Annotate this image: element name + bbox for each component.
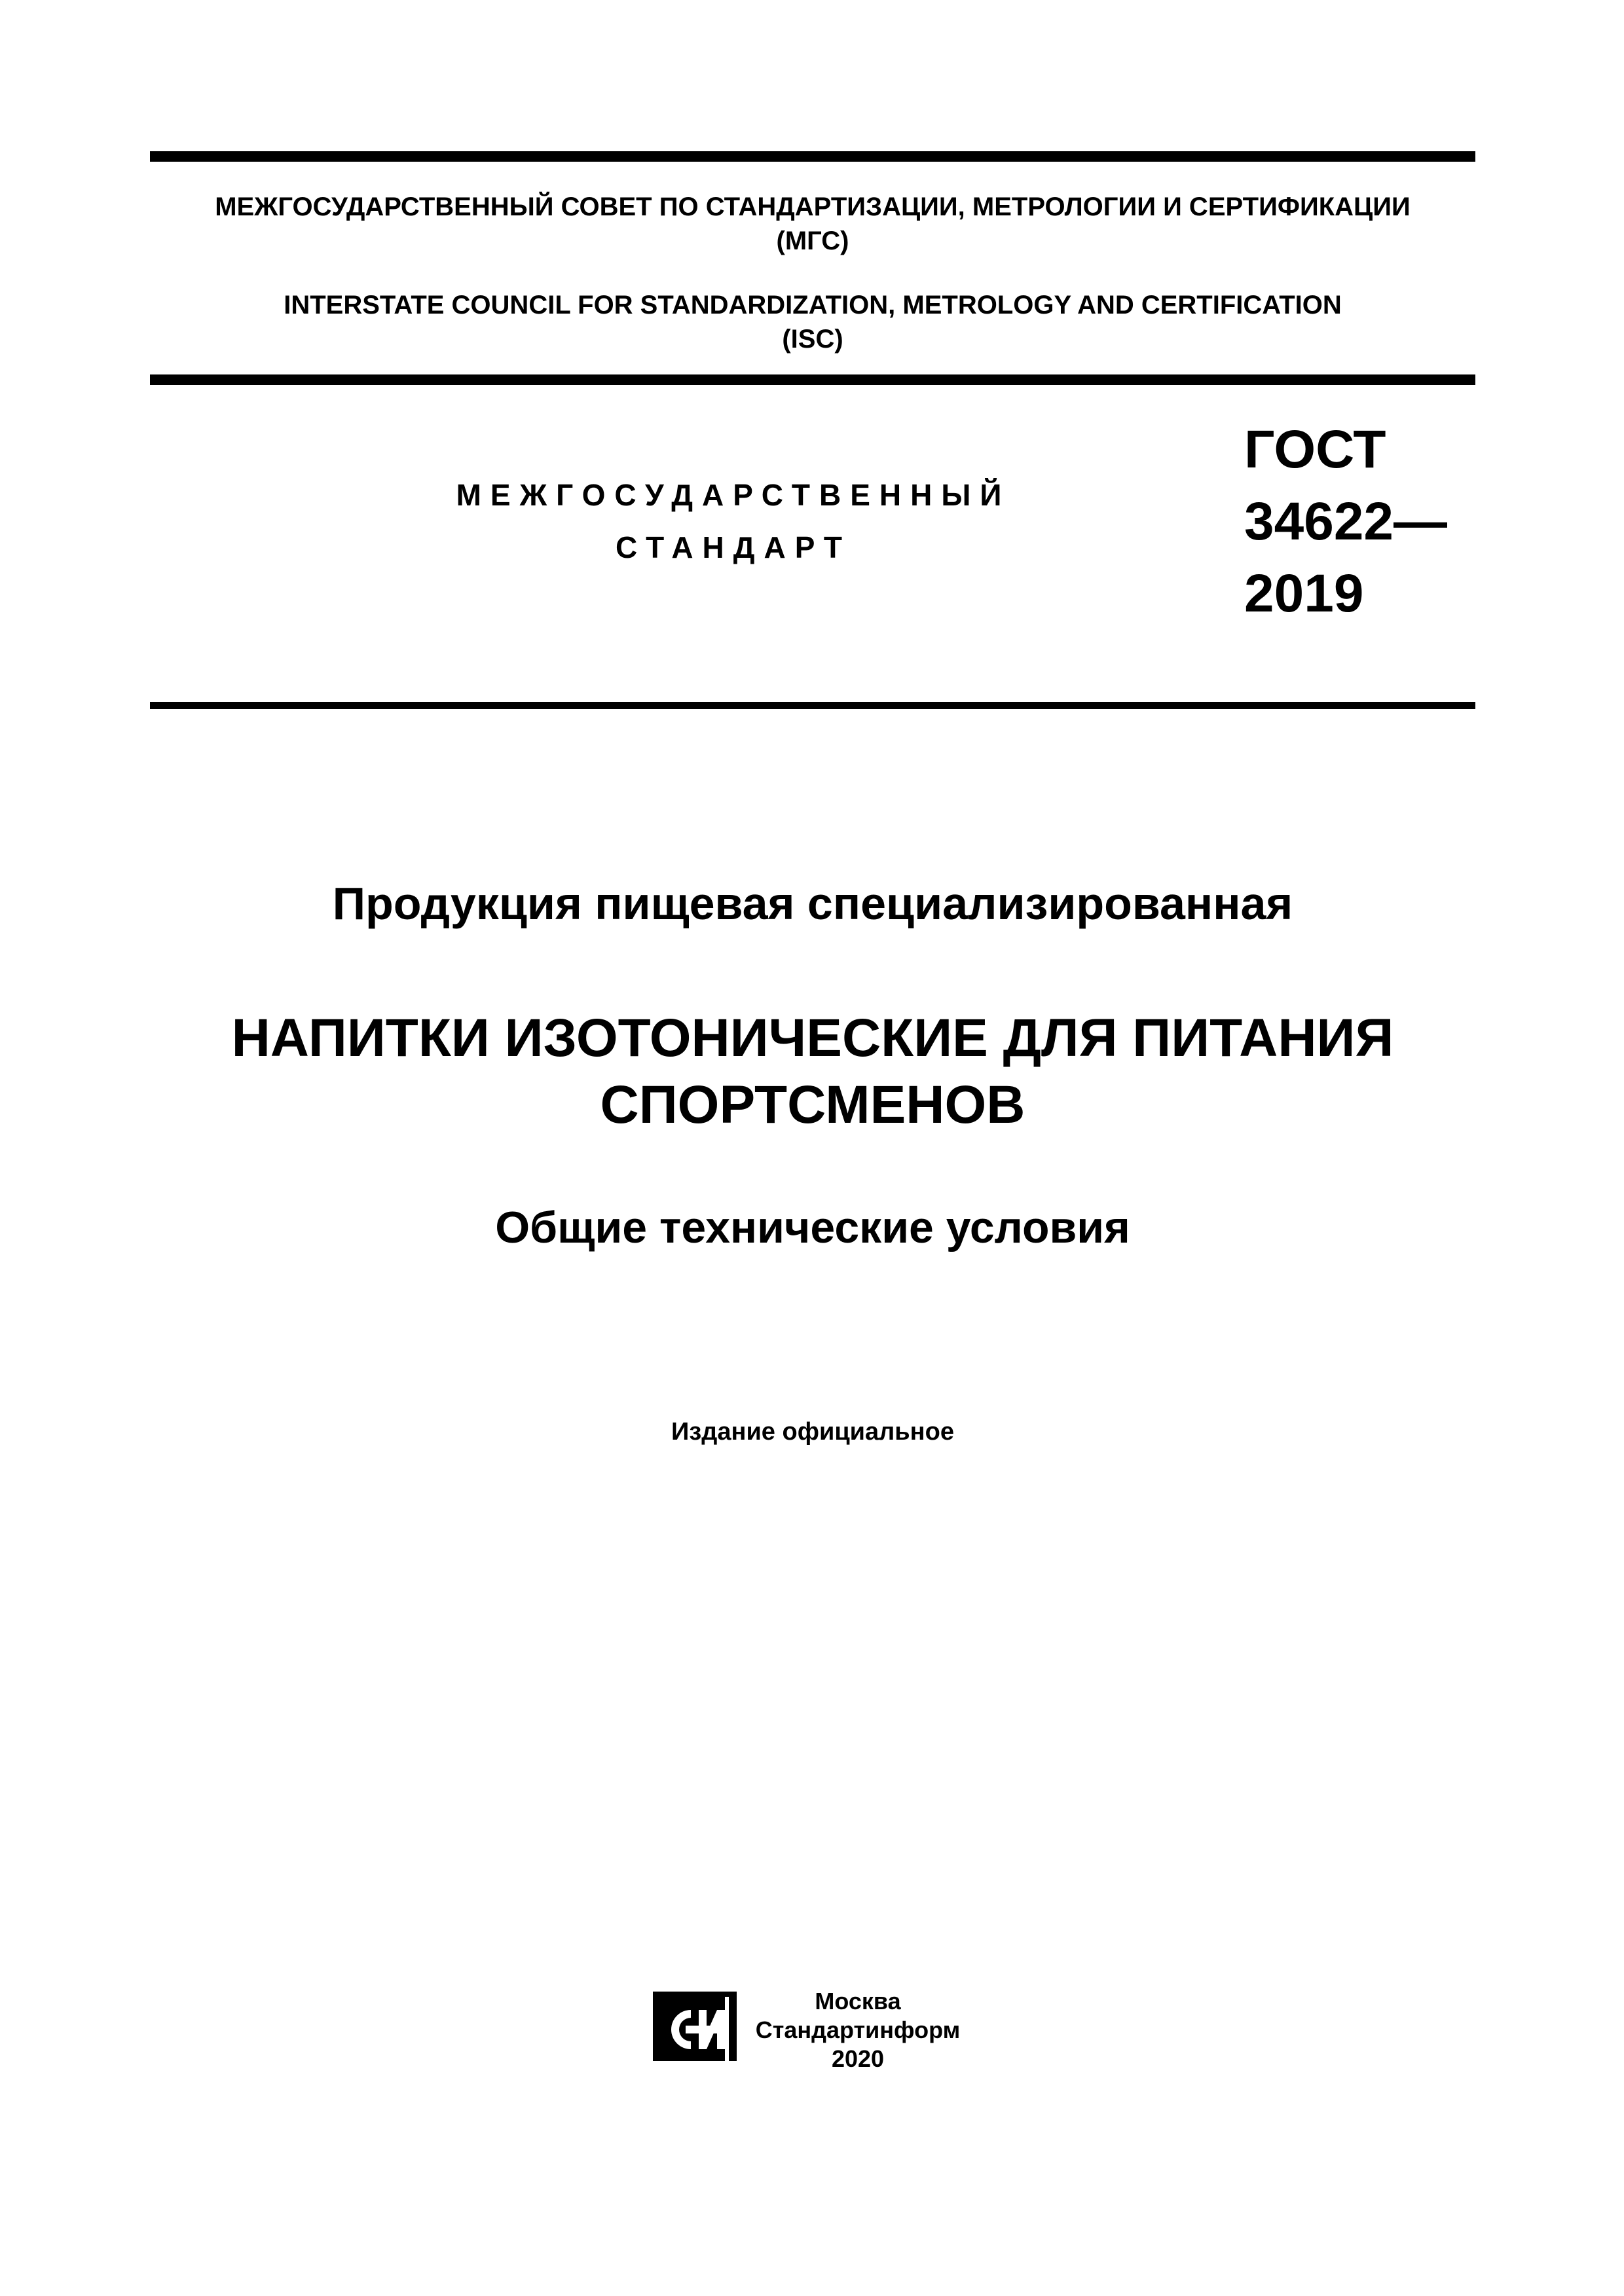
document-subtitle: Общие технические условия — [495, 1203, 1130, 1252]
standard-label-line2: СТАНДАРТ — [616, 530, 851, 564]
gost-number: 34622— — [1244, 492, 1448, 551]
document-title — [150, 1005, 1475, 1139]
gost-prefix: ГОСТ — [1244, 420, 1386, 479]
standard-label-line1: МЕЖГОСУДАРСТВЕННЫЙ — [456, 478, 1011, 512]
publisher-logo — [652, 1990, 743, 2064]
designation-rule — [150, 702, 1475, 709]
publisher-city: Москва — [815, 1988, 901, 2014]
product-category: Продукция пищевая специализированная — [332, 878, 1293, 929]
publisher-info — [747, 1987, 969, 2073]
council-name-en-line1: INTERSTATE COUNCIL FOR STANDARDIZATION, METROLOGY AND CERTIFICATION — [284, 291, 1342, 319]
document-title-line1: НАПИТКИ ИЗОТОНИЧЕСКИЕ ДЛЯ ПИТАНИЯ — [231, 1008, 1394, 1068]
edition-note: Издание официальное — [671, 1418, 954, 1446]
council-name-en — [150, 288, 1475, 356]
council-abbr-ru: (МГС) — [776, 227, 849, 255]
council-name-ru-line1: МЕЖГОСУДАРСТВЕННЫЙ СОВЕТ ПО СТАНДАРТИЗАЦИИ, МЕТРОЛОГИИ И СЕРТИФИКАЦИИ — [215, 192, 1411, 221]
council-name-ru — [150, 190, 1475, 258]
gost-year: 2019 — [1244, 564, 1364, 623]
document-title-line2: СПОРТСМЕНОВ — [600, 1075, 1025, 1135]
gost-designation — [1244, 414, 1480, 630]
publication-year: 2020 — [831, 2045, 885, 2072]
publisher-name: Стандартинформ — [755, 2016, 961, 2043]
header-rule — [150, 374, 1475, 385]
council-abbr-en: (ISC) — [782, 325, 843, 354]
top-rule — [150, 151, 1475, 162]
